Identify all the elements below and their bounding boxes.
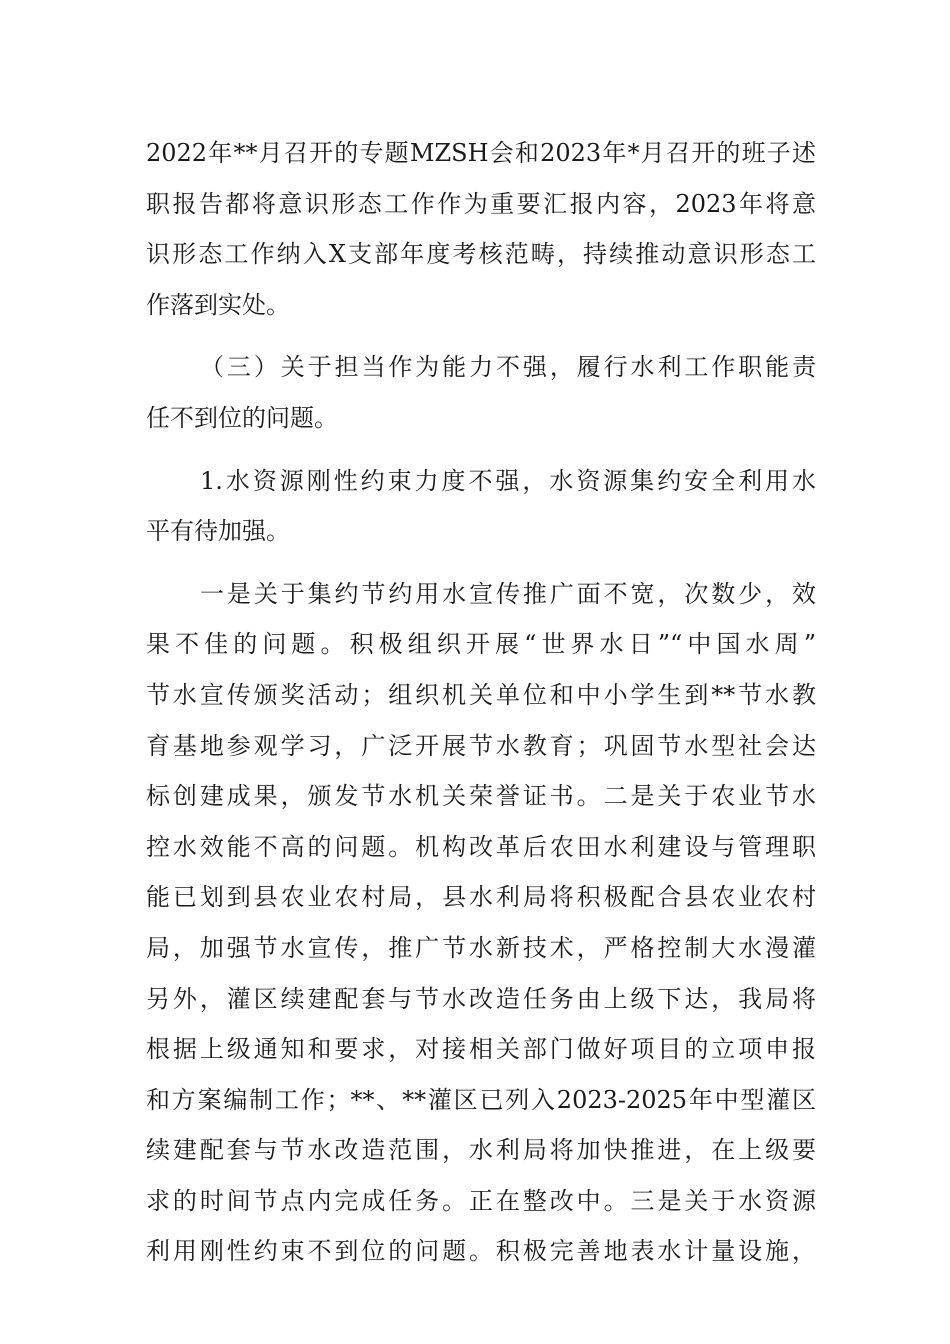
text-line: 续建配套与节水改造范围，水利局将加快推进，在上级要 [146,1136,816,1165]
text-line: 任不到位的问题。 [146,403,338,432]
paragraph-water-saving-measures [146,569,816,1277]
text-line: 根据上级通知和要求，对接相关部门做好项目的立项申报 [146,1035,816,1064]
text-line: 和方案编制工作；**、**灌区已列入2023-2025年中型灌区 [146,1085,816,1114]
text-line: 一是关于集约节约用水宣传推广面不宽，次数少，效 [200,579,816,608]
section-heading-three [146,342,816,443]
text-line: 标创建成果，颁发节水机关荣誉证书。二是关于农业节水 [146,782,816,811]
text-line: 求的时间节点内完成任务。正在整改中。三是关于水资源 [146,1186,816,1215]
text-line: 利用刚性约束不到位的问题。积极完善地表水计量设施， [146,1237,816,1266]
paragraph-ideology-work [146,128,816,330]
text-line: 作落到实处。 [146,290,290,319]
text-line: 2022年**月召开的专题MZSH会和2023年*月召开的班子述 [146,139,816,167]
document-body [146,128,816,1277]
text-line: 平有待加强。 [146,517,290,546]
text-line: 节水宣传颁奖活动；组织机关单位和中小学生到**节水教 [146,680,816,709]
text-line: 育基地参观学习，广泛开展节水教育；巩固节水型社会达 [146,731,816,760]
text-line: 局，加强节水宣传，推广节水新技术，严格控制大水漫灌 [146,933,816,962]
text-line: 职报告都将意识形态工作作为重要汇报内容，2023年将意 [146,189,816,218]
subheading-water-resources [146,456,816,557]
text-line: 能已划到县农业农村局，县水利局将积极配合县农业农村 [146,883,816,912]
text-line: 控水效能不高的问题。机构改革后农田水利建设与管理职 [146,832,816,861]
text-line: 识形态工作纳入X支部年度考核范畴，持续推动意识形态工 [146,240,816,269]
text-line: 另外，灌区续建配套与节水改造任务由上级下达，我局将 [146,984,816,1013]
text-line: 果不佳的问题。积极组织开展“世界水日”“中国水周” [146,630,816,659]
text-line: 1.水资源刚性约束力度不强，水资源集约安全利用水 [200,466,816,495]
text-line: （三）关于担当作为能力不强，履行水利工作职能责 [200,353,816,382]
